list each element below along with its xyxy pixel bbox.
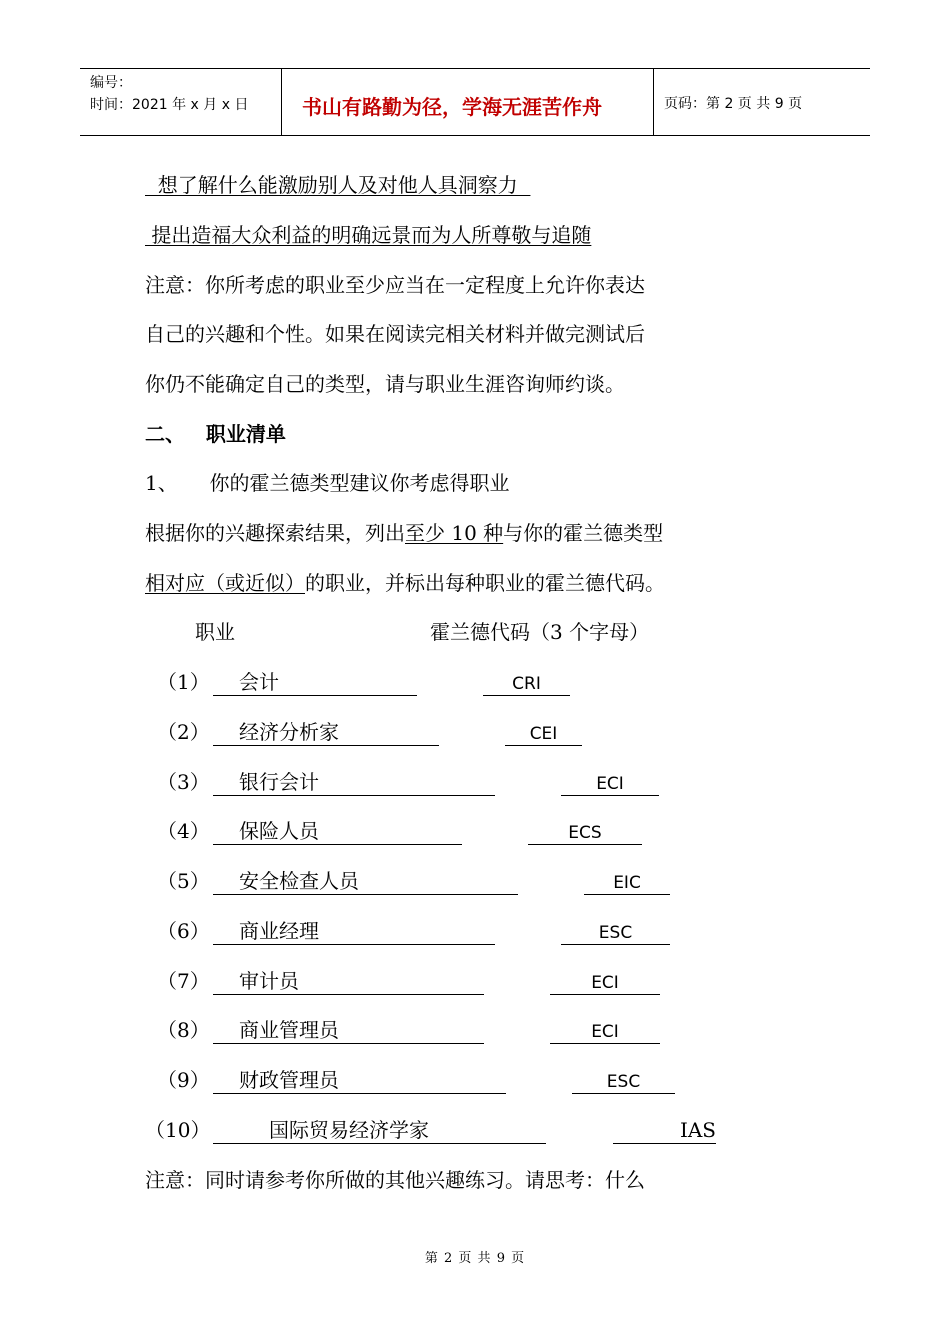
note-line-3: 你仍不能确定自己的类型，请与职业生涯咨询师约谈。: [145, 372, 625, 396]
code-field: CEI: [505, 721, 582, 746]
instruction-highlight-match: 相对应（或近似）: [145, 571, 305, 595]
job-field: 银行会计: [213, 769, 495, 796]
list-item: [145, 1117, 785, 1143]
item-number: （4）: [157, 819, 210, 843]
item-number: （8）: [157, 1018, 210, 1042]
job-field: 审计员: [213, 968, 484, 995]
list-item: [145, 968, 785, 994]
instruction-part-3: 的职业，并标出每种职业的霍兰德代码。: [305, 571, 665, 595]
item-number: （10）: [145, 1118, 211, 1142]
instruction-highlight-count: 至少 10 种: [405, 521, 504, 545]
job-field: 经济分析家: [213, 719, 439, 746]
item-number: （9）: [157, 1068, 210, 1092]
section-title: 二、 职业清单: [145, 422, 286, 446]
item-number: （1）: [157, 670, 210, 694]
list-item: [145, 818, 785, 844]
code-field: ECI: [550, 1019, 660, 1044]
instruction-part-1: 根据你的兴趣探索结果，列出: [145, 521, 405, 545]
job-field: 商业经理: [213, 918, 495, 945]
list-item: [145, 918, 785, 944]
item-number: （7）: [157, 969, 210, 993]
trait-line-2: 提出造福大众利益的明确远景而为人所尊敬与追随: [145, 223, 592, 247]
code-field: EIC: [584, 870, 670, 895]
note-line-2: 自己的兴趣和个性。如果在阅读完相关材料并做完测试后: [145, 322, 645, 346]
item-number: （3）: [157, 770, 210, 794]
code-field: IAS: [613, 1117, 716, 1144]
job-field: 保险人员: [213, 818, 462, 845]
list-item: [145, 769, 785, 795]
list-item: [145, 669, 785, 695]
job-field: 财政管理员: [213, 1067, 506, 1094]
code-field: ECI: [561, 771, 659, 796]
instruction-line-2: [145, 570, 665, 596]
item-number: （2）: [157, 720, 210, 744]
item-number: （6）: [157, 919, 210, 943]
instruction-part-2: 与你的霍兰德类型: [503, 521, 664, 545]
job-field: 会计: [213, 669, 417, 696]
code-field: ESC: [561, 920, 670, 945]
code-field: ESC: [572, 1069, 675, 1094]
job-field: 国际贸易经济学家: [213, 1117, 546, 1144]
job-field: 安全检查人员: [213, 868, 518, 895]
page-header: [80, 68, 870, 136]
motto: 书山有路勤为径，学海无涯苦作舟: [302, 95, 602, 119]
header-meta: [80, 69, 282, 135]
page-footer: 第 2 页 共 9 页: [424, 1251, 526, 1266]
instruction-line-1: [145, 520, 663, 546]
item-number: （5）: [157, 869, 210, 893]
header-motto-cell: [282, 69, 654, 135]
time-label: 时间：2021 年 x 月 x 日: [90, 97, 249, 113]
note-line-1: 注意：你所考虑的职业至少应当在一定程度上允许你表达: [145, 273, 645, 297]
column-header-code: 霍兰德代码（3 个字母）: [430, 620, 650, 644]
trait-line-1: 想了解什么能激励别人及对他人具洞察力: [145, 173, 531, 197]
code-field: CRI: [483, 671, 570, 696]
number-label: 编号：: [90, 75, 132, 91]
column-header-job: 职业: [195, 620, 235, 644]
note-line-4: 注意：同时请参考你所做的其他兴趣练习。请思考：什么: [145, 1168, 645, 1192]
code-field: ECI: [550, 970, 660, 995]
page-info: 页码：第 2 页 共 9 页: [664, 96, 803, 112]
sub-title: 1、 你的霍兰德类型建议你考虑得职业: [145, 471, 510, 495]
list-item: [145, 1067, 785, 1093]
job-field: 商业管理员: [213, 1017, 484, 1044]
code-field: ECS: [528, 820, 642, 845]
list-item: [145, 868, 785, 894]
list-item: [145, 719, 785, 745]
list-item: [145, 1017, 785, 1043]
